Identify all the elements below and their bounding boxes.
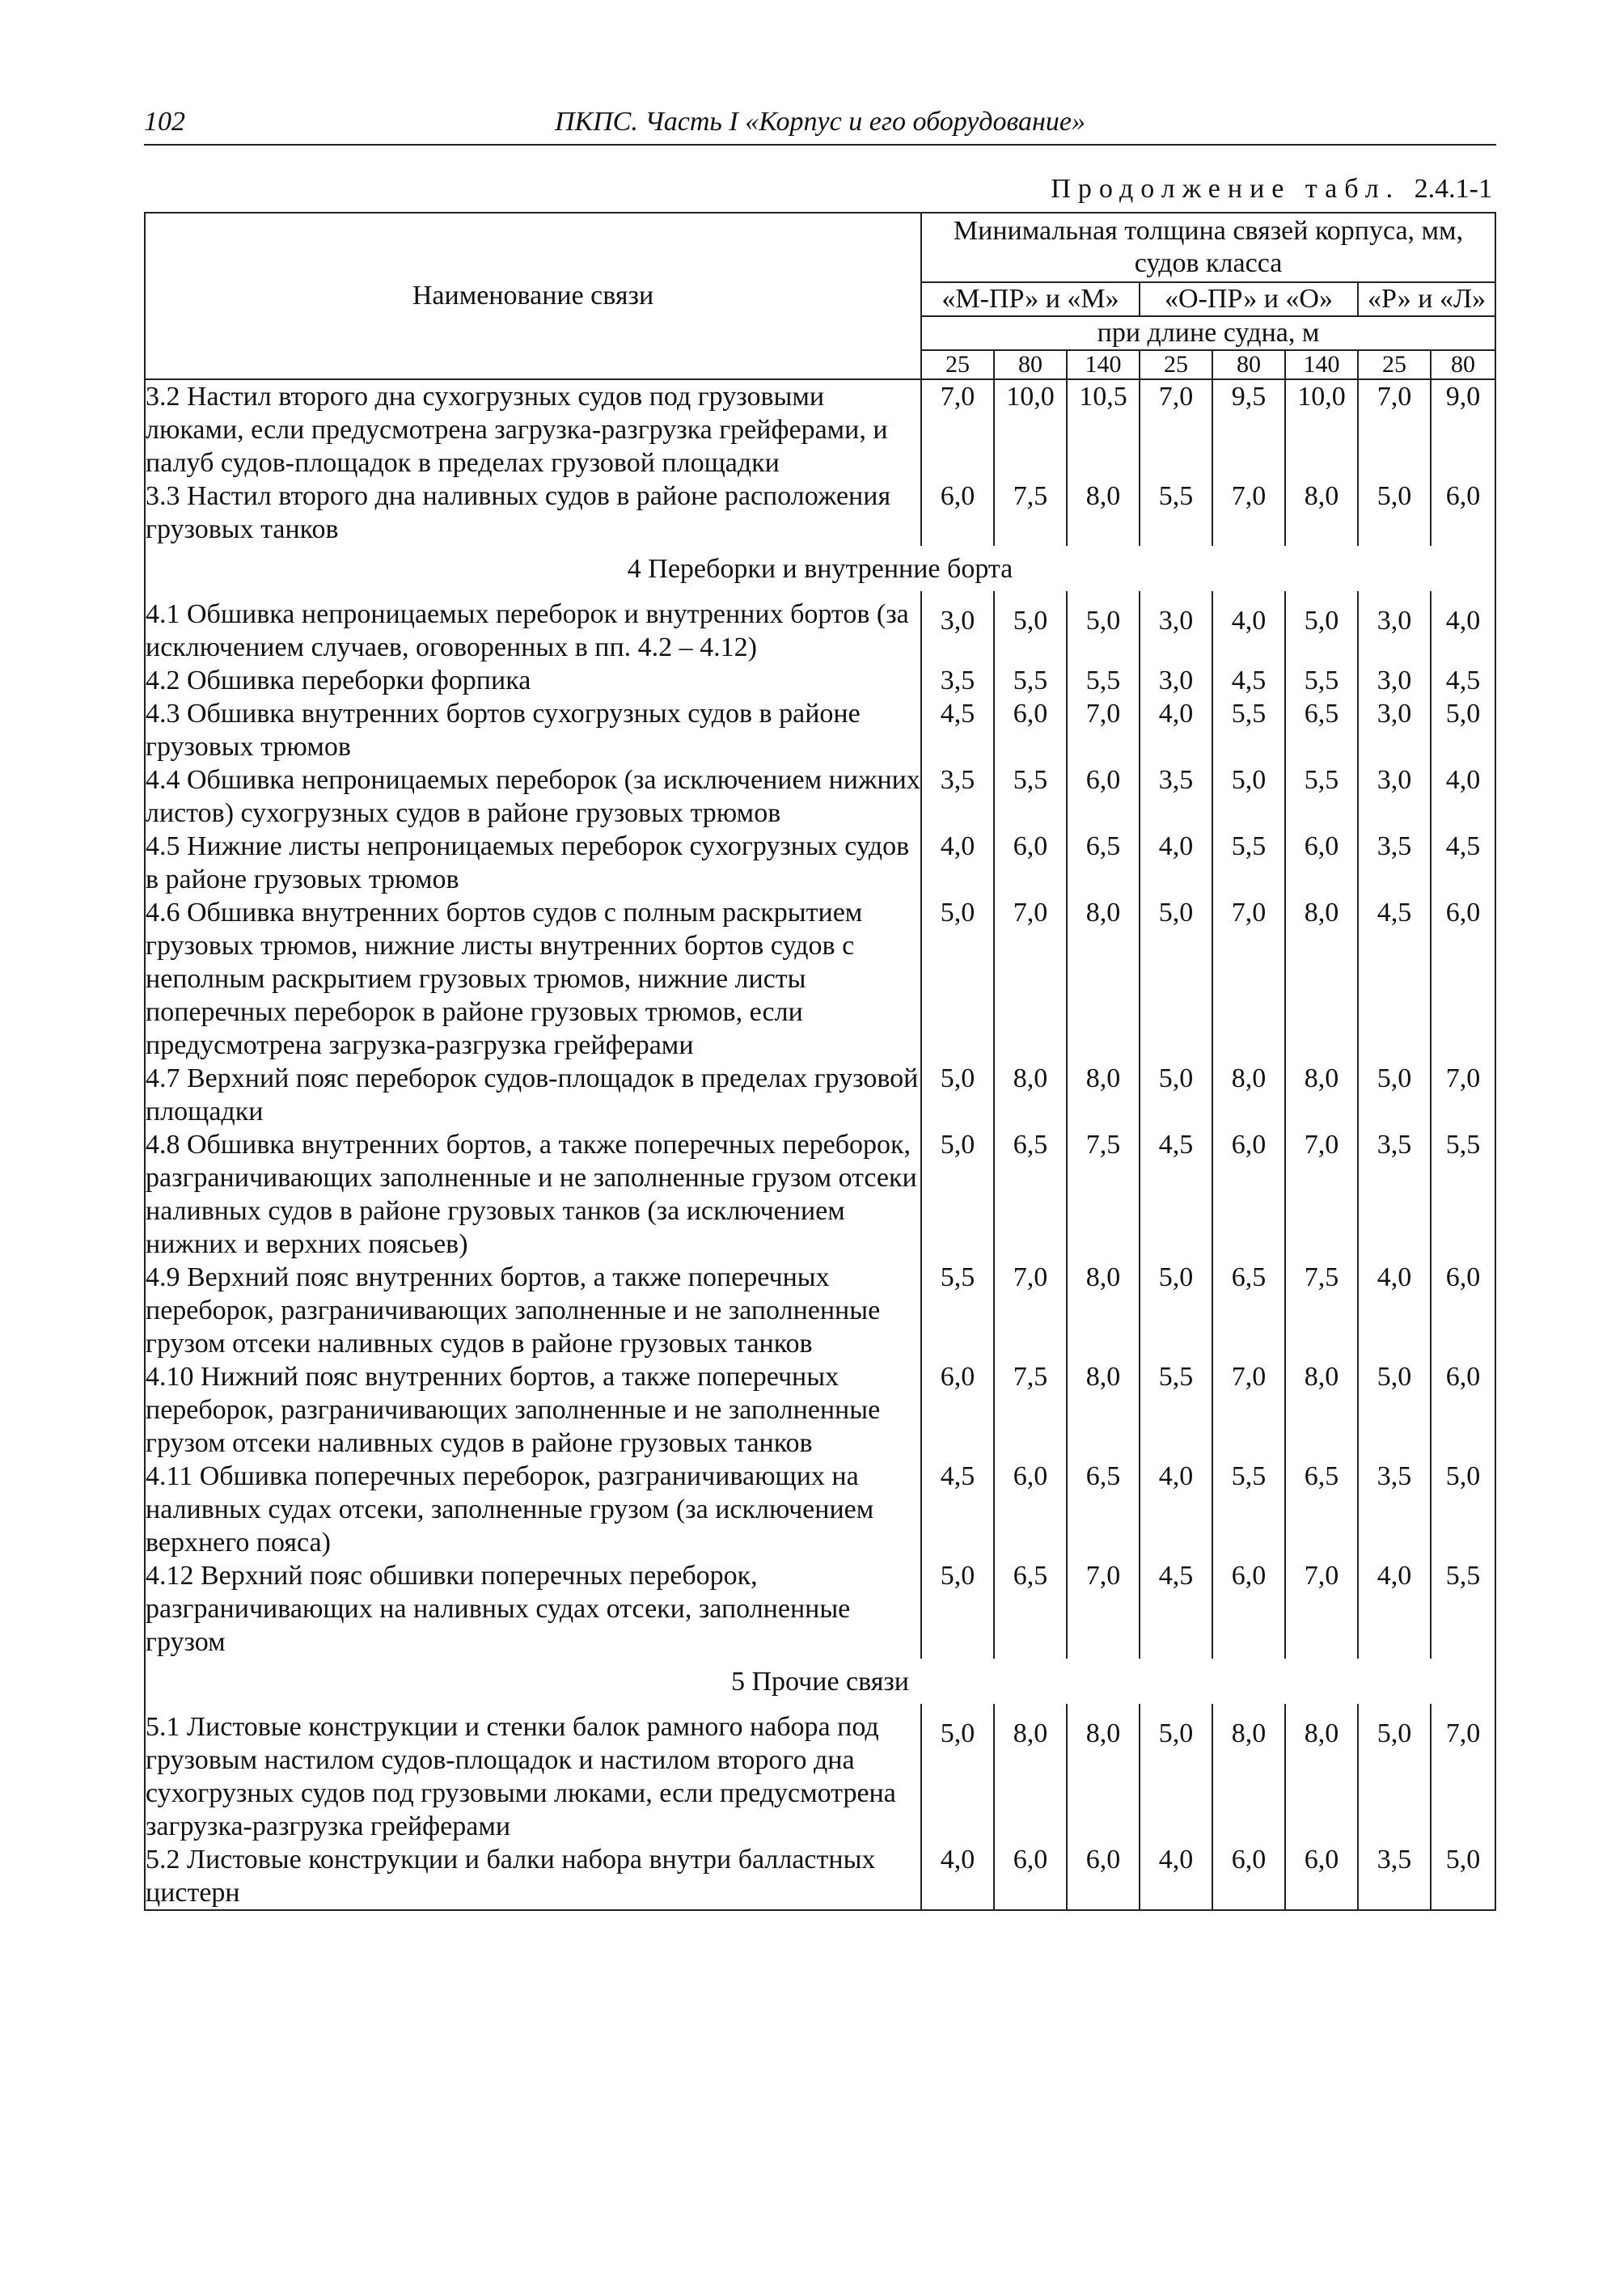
thickness-value: 6,0 xyxy=(1431,896,1495,1062)
thickness-value: 6,0 xyxy=(994,1843,1067,1910)
thickness-value: 3,5 xyxy=(1140,763,1212,830)
table-row xyxy=(145,1261,1495,1360)
thickness-value: 8,0 xyxy=(1067,480,1140,546)
row-name: 4.7 Верхний пояс переборок судов-площадок в пределах грузовой площадки xyxy=(145,1062,921,1128)
row-name: 4.9 Верхний пояс внутренних бортов, а также поперечных переборок, разграничивающих заполненные и не заполненные грузом отсеки наливных судов в районе грузовых танков xyxy=(145,1261,921,1360)
thickness-value: 6,0 xyxy=(1212,1128,1285,1261)
thickness-value: 6,0 xyxy=(1431,480,1495,546)
thickness-group-header: Минимальная толщина связей корпуса, мм, судов класса xyxy=(921,213,1495,282)
thickness-value: 10,0 xyxy=(1285,379,1358,480)
thickness-value: 3,0 xyxy=(1358,697,1431,763)
thickness-value: 3,0 xyxy=(1140,591,1212,664)
length-header-cell: 80 xyxy=(1212,350,1285,379)
thickness-value: 8,0 xyxy=(994,1704,1067,1843)
thickness-value: 6,5 xyxy=(1067,1460,1140,1559)
table-row xyxy=(145,480,1495,546)
thickness-value: 4,0 xyxy=(1140,1843,1212,1910)
length-header-cell: 140 xyxy=(1067,350,1140,379)
length-header-cell: 80 xyxy=(1431,350,1495,379)
thickness-value: 6,0 xyxy=(1431,1360,1495,1460)
length-header-cell: 80 xyxy=(994,350,1067,379)
thickness-value: 5,0 xyxy=(1431,1460,1495,1559)
thickness-value: 6,0 xyxy=(1212,1843,1285,1910)
row-name: 4.2 Обшивка переборки форпика xyxy=(145,664,921,697)
section-heading-row xyxy=(145,546,1495,591)
thickness-value: 5,5 xyxy=(1285,763,1358,830)
thickness-value: 6,0 xyxy=(1285,830,1358,896)
thickness-value: 7,0 xyxy=(921,379,994,480)
thickness-value: 8,0 xyxy=(1067,1360,1140,1460)
thickness-value: 3,0 xyxy=(1140,664,1212,697)
thickness-value: 5,0 xyxy=(994,591,1067,664)
table-row xyxy=(145,379,1495,480)
thickness-value: 5,5 xyxy=(1212,830,1285,896)
thickness-value: 5,0 xyxy=(1140,1704,1212,1843)
thickness-value: 5,5 xyxy=(1431,1128,1495,1261)
page-header xyxy=(144,105,1496,146)
continuation-label: Продолжение табл. xyxy=(1051,174,1401,204)
thickness-value: 7,0 xyxy=(1358,379,1431,480)
table-row xyxy=(145,896,1495,1062)
table-body xyxy=(145,379,1495,1910)
thickness-value: 8,0 xyxy=(1067,1062,1140,1128)
thickness-value: 7,0 xyxy=(1285,1559,1358,1659)
row-name: 4.1 Обшивка непроницаемых переборок и внутренних бортов (за исключением случаев, оговоренных в пп. 4.2 – 4.12) xyxy=(145,591,921,664)
thickness-value: 8,0 xyxy=(1212,1062,1285,1128)
thickness-value: 5,0 xyxy=(1358,480,1431,546)
thickness-value: 3,0 xyxy=(921,591,994,664)
row-name: 4.3 Обшивка внутренних бортов сухогрузных судов в районе грузовых трюмов xyxy=(145,697,921,763)
section-heading-row xyxy=(145,1659,1495,1704)
table-row xyxy=(145,591,1495,664)
thickness-value: 7,0 xyxy=(1067,1559,1140,1659)
thickness-value: 4,5 xyxy=(1431,830,1495,896)
thickness-value: 5,5 xyxy=(1067,664,1140,697)
thickness-value: 6,5 xyxy=(1285,1460,1358,1559)
thickness-value: 6,0 xyxy=(1067,763,1140,830)
row-name: 4.12 Верхний пояс обшивки поперечных переборок, разграничивающих на наливных судах отсеки, заполненные грузом xyxy=(145,1559,921,1659)
table-header xyxy=(145,213,1495,379)
table-number: 2.4.1-1 xyxy=(1414,174,1492,204)
row-name: 4.5 Нижние листы непроницаемых переборок сухогрузных судов в районе грузовых трюмов xyxy=(145,830,921,896)
row-name: 4.11 Обшивка поперечных переборок, разграничивающих на наливных судах отсеки, заполненные грузом (за исключением верхнего пояса) xyxy=(145,1460,921,1559)
thickness-value: 5,0 xyxy=(1140,1062,1212,1128)
thickness-value: 8,0 xyxy=(1285,1360,1358,1460)
thickness-value: 6,5 xyxy=(994,1128,1067,1261)
table-row xyxy=(145,830,1495,896)
thickness-value: 8,0 xyxy=(1285,480,1358,546)
thickness-value: 4,5 xyxy=(1140,1559,1212,1659)
thickness-value: 5,0 xyxy=(921,1704,994,1843)
class-header: «О-ПР» и «О» xyxy=(1140,282,1358,316)
table-row xyxy=(145,1843,1495,1910)
thickness-value: 4,0 xyxy=(1431,763,1495,830)
thickness-value: 5,0 xyxy=(921,1062,994,1128)
thickness-value: 3,5 xyxy=(1358,830,1431,896)
thickness-value: 3,0 xyxy=(1358,591,1431,664)
table-row xyxy=(145,697,1495,763)
thickness-value: 5,0 xyxy=(1431,1843,1495,1910)
thickness-value: 9,5 xyxy=(1212,379,1285,480)
thickness-value: 7,0 xyxy=(994,1261,1067,1360)
row-name: 4.10 Нижний пояс внутренних бортов, а также поперечных переборок, разграничивающих заполненные и не заполненные грузом отсеки наливных судов в районе грузовых танков xyxy=(145,1360,921,1460)
thickness-value: 6,0 xyxy=(994,697,1067,763)
row-name: 4.6 Обшивка внутренних бортов судов с полным раскрытием грузовых трюмов, нижние листы внутренних бортов судов с неполным раскрытием грузовых трюмов, нижние листы поперечных переборок в районе грузовых трюмов, если предусмотрена загрузка-разгрузка грейферами xyxy=(145,896,921,1062)
page-number: 102 xyxy=(144,107,185,137)
thickness-value: 5,5 xyxy=(921,1261,994,1360)
thickness-value: 5,0 xyxy=(1358,1062,1431,1128)
thickness-value: 4,0 xyxy=(1140,697,1212,763)
thickness-value: 5,0 xyxy=(1431,697,1495,763)
thickness-value: 4,5 xyxy=(1358,896,1431,1062)
table-row xyxy=(145,1559,1495,1659)
thickness-value: 5,5 xyxy=(1285,664,1358,697)
thickness-value: 9,0 xyxy=(1431,379,1495,480)
thickness-value: 6,5 xyxy=(994,1559,1067,1659)
thickness-value: 8,0 xyxy=(1067,1704,1140,1843)
thickness-value: 4,0 xyxy=(1431,591,1495,664)
thickness-value: 7,0 xyxy=(1431,1062,1495,1128)
thickness-value: 4,0 xyxy=(1212,591,1285,664)
table-row xyxy=(145,1704,1495,1843)
thickness-value: 3,0 xyxy=(1358,763,1431,830)
thickness-value: 5,5 xyxy=(1431,1559,1495,1659)
row-name: 3.3 Настил второго дна наливных судов в районе расположения грузовых танков xyxy=(145,480,921,546)
thickness-value: 4,0 xyxy=(921,1843,994,1910)
thickness-value: 8,0 xyxy=(1067,896,1140,1062)
thickness-value: 7,0 xyxy=(1067,697,1140,763)
thickness-value: 5,0 xyxy=(1358,1360,1431,1460)
thickness-value: 6,5 xyxy=(1212,1261,1285,1360)
class-header: «М-ПР» и «М» xyxy=(921,282,1140,316)
thickness-value: 6,0 xyxy=(1431,1261,1495,1360)
thickness-value: 7,5 xyxy=(994,480,1067,546)
thickness-table xyxy=(144,212,1496,1911)
thickness-value: 6,0 xyxy=(994,1460,1067,1559)
table-row xyxy=(145,1062,1495,1128)
thickness-value: 5,0 xyxy=(1212,763,1285,830)
thickness-value: 7,0 xyxy=(994,896,1067,1062)
table-row xyxy=(145,1128,1495,1261)
thickness-value: 3,0 xyxy=(1358,664,1431,697)
thickness-value: 7,5 xyxy=(994,1360,1067,1460)
thickness-value: 4,5 xyxy=(1212,664,1285,697)
thickness-value: 5,5 xyxy=(994,763,1067,830)
thickness-value: 7,5 xyxy=(1285,1261,1358,1360)
thickness-value: 8,0 xyxy=(994,1062,1067,1128)
thickness-value: 4,0 xyxy=(1358,1559,1431,1659)
thickness-value: 6,0 xyxy=(921,1360,994,1460)
section-title: 4 Переборки и внутренние борта xyxy=(145,546,1495,591)
thickness-value: 4,5 xyxy=(921,1460,994,1559)
thickness-value: 5,0 xyxy=(1067,591,1140,664)
thickness-value: 10,0 xyxy=(994,379,1067,480)
thickness-value: 7,0 xyxy=(1212,896,1285,1062)
thickness-value: 5,0 xyxy=(1140,1261,1212,1360)
thickness-value: 5,0 xyxy=(921,896,994,1062)
row-name: 5.1 Листовые конструкции и стенки балок рамного набора под грузовым настилом судов-площадок и настилом второго дна сухогрузных судов под грузовыми люками, если предусмотрена загрузка-разгрузка грейферами xyxy=(145,1704,921,1843)
length-header-cell: 25 xyxy=(1140,350,1212,379)
thickness-value: 6,0 xyxy=(1067,1843,1140,1910)
table-row xyxy=(145,664,1495,697)
thickness-value: 6,5 xyxy=(1067,830,1140,896)
thickness-value: 4,5 xyxy=(1431,664,1495,697)
thickness-value: 4,5 xyxy=(921,697,994,763)
thickness-value: 7,0 xyxy=(1140,379,1212,480)
table-row xyxy=(145,1460,1495,1559)
running-title: ПКПС. Часть I «Корпус и его оборудование» xyxy=(555,107,1085,137)
thickness-value: 10,5 xyxy=(1067,379,1140,480)
length-header: при длине судна, м xyxy=(921,316,1495,350)
row-name: 3.2 Настил второго дна сухогрузных судов под грузовыми люками, если предусмотрена загрузка-разгрузка грейферами, и палуб судов-площадок в пределах грузовой площадки xyxy=(145,379,921,480)
thickness-value: 6,0 xyxy=(1285,1843,1358,1910)
thickness-value: 5,0 xyxy=(1358,1704,1431,1843)
table-row xyxy=(145,763,1495,830)
thickness-value: 5,0 xyxy=(1285,591,1358,664)
thickness-value: 4,5 xyxy=(1140,1128,1212,1261)
row-name: 4.4 Обшивка непроницаемых переборок (за исключением нижних листов) сухогрузных судов в районе грузовых трюмов xyxy=(146,765,920,828)
length-header-cell: 25 xyxy=(1358,350,1431,379)
length-header-cell: 25 xyxy=(921,350,994,379)
table-row xyxy=(145,1360,1495,1460)
thickness-value: 3,5 xyxy=(1358,1460,1431,1559)
thickness-value: 7,0 xyxy=(1431,1704,1495,1843)
thickness-value: 5,5 xyxy=(1140,1360,1212,1460)
row-name: 5.2 Листовые конструкции и балки набора внутри балластных цистерн xyxy=(145,1843,921,1910)
thickness-value: 6,5 xyxy=(1285,697,1358,763)
thickness-value: 3,5 xyxy=(921,664,994,697)
thickness-value: 6,0 xyxy=(1212,1559,1285,1659)
thickness-value: 5,0 xyxy=(1140,896,1212,1062)
thickness-value: 5,5 xyxy=(1140,480,1212,546)
thickness-value: 6,0 xyxy=(921,480,994,546)
thickness-value: 5,5 xyxy=(1212,697,1285,763)
class-header: «Р» и «Л» xyxy=(1358,282,1495,316)
thickness-value: 8,0 xyxy=(1285,1062,1358,1128)
thickness-value: 7,0 xyxy=(1212,480,1285,546)
thickness-value: 3,5 xyxy=(921,763,994,830)
table-continuation-caption xyxy=(873,174,1492,205)
thickness-value: 8,0 xyxy=(1067,1261,1140,1360)
name-column-header: Наименование связи xyxy=(145,213,921,379)
thickness-value: 4,0 xyxy=(1140,830,1212,896)
thickness-value: 4,0 xyxy=(1358,1261,1431,1360)
thickness-value: 5,5 xyxy=(1212,1460,1285,1559)
thickness-value: 5,0 xyxy=(921,1559,994,1659)
section-title: 5 Прочие связи xyxy=(145,1659,1495,1704)
thickness-value: 8,0 xyxy=(1212,1704,1285,1843)
thickness-value: 7,5 xyxy=(1067,1128,1140,1261)
thickness-value: 5,5 xyxy=(994,664,1067,697)
thickness-value: 6,0 xyxy=(994,830,1067,896)
length-header-cell: 140 xyxy=(1285,350,1358,379)
thickness-value: 8,0 xyxy=(1285,896,1358,1062)
row-name: 4.8 Обшивка внутренних бортов, а также поперечных переборок, разграничивающих заполненные и не заполненные грузом отсеки наливных судов в районе грузовых танков (за исключением нижних и верхних поясьев) xyxy=(145,1128,921,1261)
thickness-value: 8,0 xyxy=(1285,1704,1358,1843)
thickness-value: 3,5 xyxy=(1358,1843,1431,1910)
thickness-value: 7,0 xyxy=(1285,1128,1358,1261)
thickness-value: 4,0 xyxy=(921,830,994,896)
thickness-value: 7,0 xyxy=(1212,1360,1285,1460)
thickness-value: 5,0 xyxy=(921,1128,994,1261)
thickness-value: 3,5 xyxy=(1358,1128,1431,1261)
thickness-value: 4,0 xyxy=(1140,1460,1212,1559)
